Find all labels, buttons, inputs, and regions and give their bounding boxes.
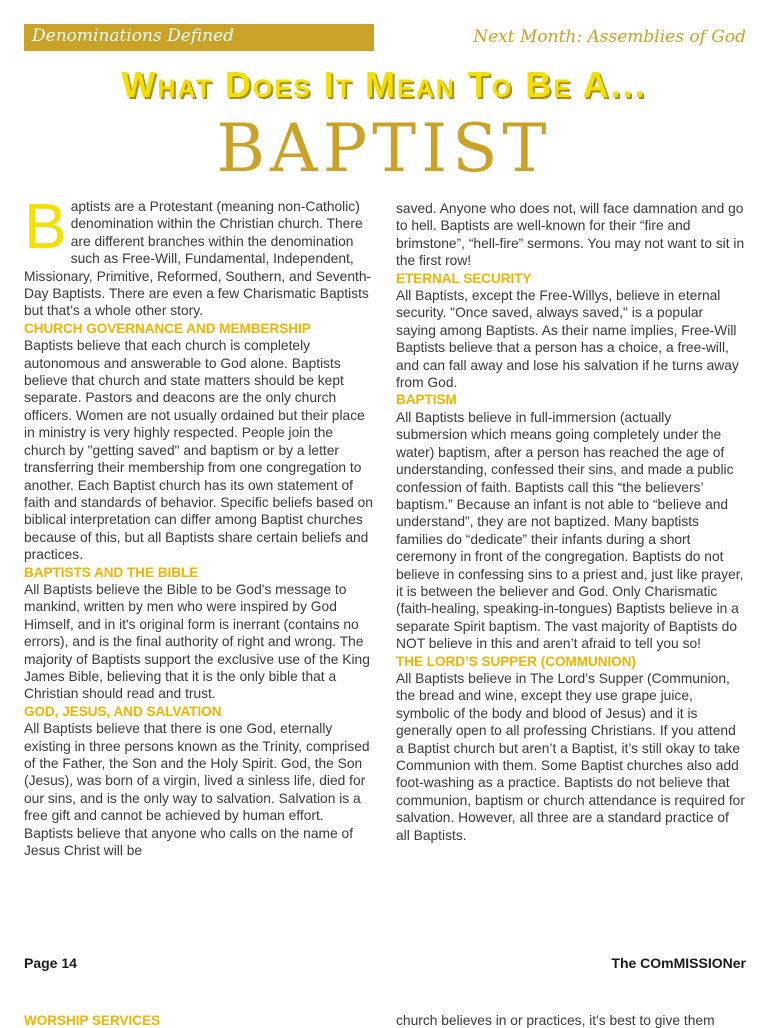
section-heading: THE LORD’S SUPPER (COMMUNION) — [396, 653, 637, 669]
publication-name: The COmMISSIONer — [611, 955, 746, 971]
page-number: Page 14 — [24, 955, 77, 971]
intro-paragraph — [24, 190, 374, 320]
next-page-heading: WORSHIP SERVICES — [24, 1013, 161, 1028]
continued-text: saved. Anyone who does not, will face damnation and go to hell. Baptists are well-known for their “fire and brimstone”, “hell-fire” sermons. You may not want to sit in the first row! — [396, 201, 745, 269]
section-heading: GOD, JESUS, AND SALVATION — [24, 703, 222, 719]
section-banner — [24, 24, 374, 51]
next-page-text: church believes in or practices, it's best to give them — [396, 1013, 715, 1028]
section-body: Baptists believe that each church is completely autonomous and answerable to God alone. Baptists believe that church and state matters should be kept separate. Pastors and deacons are the only church officers. Women are not usually ordained but their place in ministry is very highly respected. People join the church by "getting saved" and baptism or by a letter transferring their membership from one congregation to another. Each Baptist church has its own statement of faith and standards of behavior. Specific beliefs based on biblical interpretation can differ among Baptist churches because of this, but all Baptists share certain beliefs and practices. — [24, 338, 373, 563]
section-body: All Baptists believe that there is one God, eternally existing in three persons known as the Trinity, comprised of the Father, the Son and the Holy Spirit. God, the Son (Jesus), was born of a virgin, lived a sinless life, died for our sins, and is the only way to salvation. Salvation is a free gift and cannot be achieved by human effort. Baptists believe that anyone who calls on the name of Jesus Christ will be — [24, 721, 370, 859]
next-month-label: Next Month: Assemblies of God — [473, 27, 746, 47]
drop-cap: B — [24, 190, 67, 262]
section-body: All Baptists believe in full-immersion (actually submersion which means going completely under the water) baptism, after a person has reached the age of understanding, confessed their sins, and made a public confession of faith. Baptists call this “the believers’ baptism.” Because an infant is not able to “believe and understand”, they are not baptized. Many baptists families do “dedicate” their infants during a short ceremony in front of the congregation. Baptists do not believe in confessing sins to a priest and, just like prayer, it is between the believer and God. Only Charismatic (faith-healing, speaking-in-tongues) Baptists believe in a separate Spirit baptism. The vast majority of Baptists do NOT believe in this and aren’t afraid to tell you so! — [396, 409, 744, 652]
section-body: All Baptists believe the Bible to be God's message to mankind, written by men who were inspired by God Himself, and in it's original form is inerrant (contains no errors), and is the final authority of right and wrong. The majority of Baptists support the exclusive use of the King James Bible, believing that it is the only bible that a Christian should read and trust. — [24, 581, 370, 702]
right-column — [396, 200, 746, 844]
section-heading: BAPTISM — [396, 392, 457, 408]
section-label: Denominations Defined — [32, 26, 235, 46]
section-heading: ETERNAL SECURITY — [396, 270, 532, 286]
left-column — [24, 190, 374, 859]
section-body: All Baptists, except the Free-Willys, believe in eternal security. "Once saved, always saved," is a popular saying among Baptists. As their name implies, Free-Will Baptists believe that a person has a choice, a free-will, and can fall away and lose his salvation if he turns away from God. — [396, 288, 739, 391]
page-title: BAPTIST — [216, 110, 552, 187]
title-kicker: What Does It Mean To Be A... — [121, 64, 647, 105]
section-heading: CHURCH GOVERNANCE AND MEMBERSHIP — [24, 320, 311, 336]
intro-text: aptists are a Protestant (meaning non-Catholic) denomination within the Christian church. There are different branches within the denomination such as Free-Will, Fundamental, Independent, Missionary, Primitive, Reformed, Southern, and Seventh-Day Baptists. There are even a few Charismatic Baptists but that’s a whole other story. — [24, 199, 372, 319]
section-heading: BAPTISTS AND THE BIBLE — [24, 564, 199, 580]
section-body: All Baptists believe in The Lord’s Supper (Communion, the bread and wine, except they use grape juice, symbolic of the body and blood of Jesus) and it is generally open to all professing Christians. If you attend a Baptist church but aren’t a Baptist, it’s still okay to take Communion with them. Some Baptist churches also add foot-washing as a practice. Baptists do not believe that communion, baptism or church attendance is required for salvation. However, all three are a standard practice of all Baptists. — [396, 670, 745, 843]
